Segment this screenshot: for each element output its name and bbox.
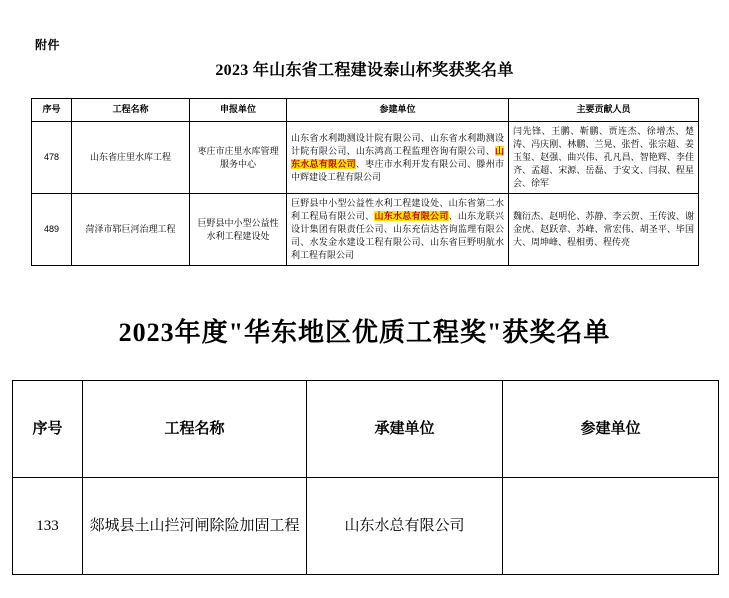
table-row bbox=[13, 478, 719, 575]
cell-num: 133 bbox=[13, 478, 83, 575]
cell-project: 山东省庄里水库工程 bbox=[72, 122, 190, 194]
cell-project: 菏泽市郓巨河治理工程 bbox=[72, 194, 190, 266]
cell-applicant: 巨野县中小型公益性水利工程建设处 bbox=[190, 194, 287, 266]
col-header-project: 工程名称 bbox=[72, 99, 190, 122]
table-header-row bbox=[13, 381, 719, 478]
highlighted-company: 山东水总有限公司 bbox=[291, 145, 504, 169]
col-header-project: 工程名称 bbox=[83, 381, 307, 478]
col-header-participants: 参建单位 bbox=[287, 99, 509, 122]
cell-participants bbox=[503, 478, 719, 575]
cell-project: 郯城县土山拦河闸除险加固工程 bbox=[83, 478, 307, 575]
participants-text-pre: 巨野县中小型公益性水利工程建设处、山东省第二水利工程局有限公司、 bbox=[291, 198, 504, 222]
attachment-label: 附件 bbox=[35, 38, 61, 52]
col-header-participants: 参建单位 bbox=[503, 381, 719, 478]
col-header-contributors: 主要贡献人员 bbox=[509, 99, 699, 122]
cell-participants bbox=[287, 194, 509, 266]
table-row bbox=[32, 194, 699, 266]
participants-text-pre: 山东省水利勘测设计院有限公司、山东省水利勘测设计院有限公司、山东鸿高工程监理咨询有限公司、 bbox=[291, 132, 504, 156]
cell-contributors: 魏衍杰、赵明伦、苏静、李云贺、王传波、谢金虎、赵跃章、苏峰、常宏伟、胡圣平、毕国大、周坤峰、程相勇、程传亮 bbox=[509, 194, 699, 266]
cell-applicant: 枣庄市庄里水库管理服务中心 bbox=[190, 122, 287, 194]
cell-num: 489 bbox=[32, 194, 72, 266]
col-header-num: 序号 bbox=[32, 99, 72, 122]
award-table-taishan bbox=[31, 98, 699, 266]
cell-contractor: 山东水总有限公司 bbox=[307, 478, 503, 575]
table-row bbox=[32, 122, 699, 194]
col-header-num: 序号 bbox=[13, 381, 83, 478]
highlighted-company: 山东水总有限公司 bbox=[374, 211, 449, 222]
participants-text-post: 、枣庄市水利开发有限公司、滕州市中辉建设工程有限公司 bbox=[291, 158, 504, 182]
award-table-huadong bbox=[12, 380, 719, 575]
cell-contributors: 闫先锋、王鹏、靳鹏、贾连杰、徐增杰、楚涛、冯庆刚、林鹏、兰晃、张哲、张宗超、姜玉玺、赵强、曲兴伟、孔凡昌、智艳辉、李佳齐、孟超、宋源、岳磊、于安文、闫叔、程星会、徐军 bbox=[509, 122, 699, 194]
table-header-row bbox=[32, 99, 699, 122]
col-header-applicant: 申报单位 bbox=[190, 99, 287, 122]
cell-participants bbox=[287, 122, 509, 194]
col-header-contractor: 承建单位 bbox=[307, 381, 503, 478]
page-title-first: 2023 年山东省工程建设泰山杯奖获奖名单 bbox=[215, 62, 514, 79]
cell-num: 478 bbox=[32, 122, 72, 194]
page-title-second: 2023年度"华东地区优质工程奖"获奖名单 bbox=[118, 318, 611, 347]
participants-text-post: 、山东龙联兴设计集团有限责任公司、山东充信达咨询监理有限公司、水发金水建设工程有限公司、山东省巨野明航水利工程有限公司 bbox=[291, 211, 504, 261]
